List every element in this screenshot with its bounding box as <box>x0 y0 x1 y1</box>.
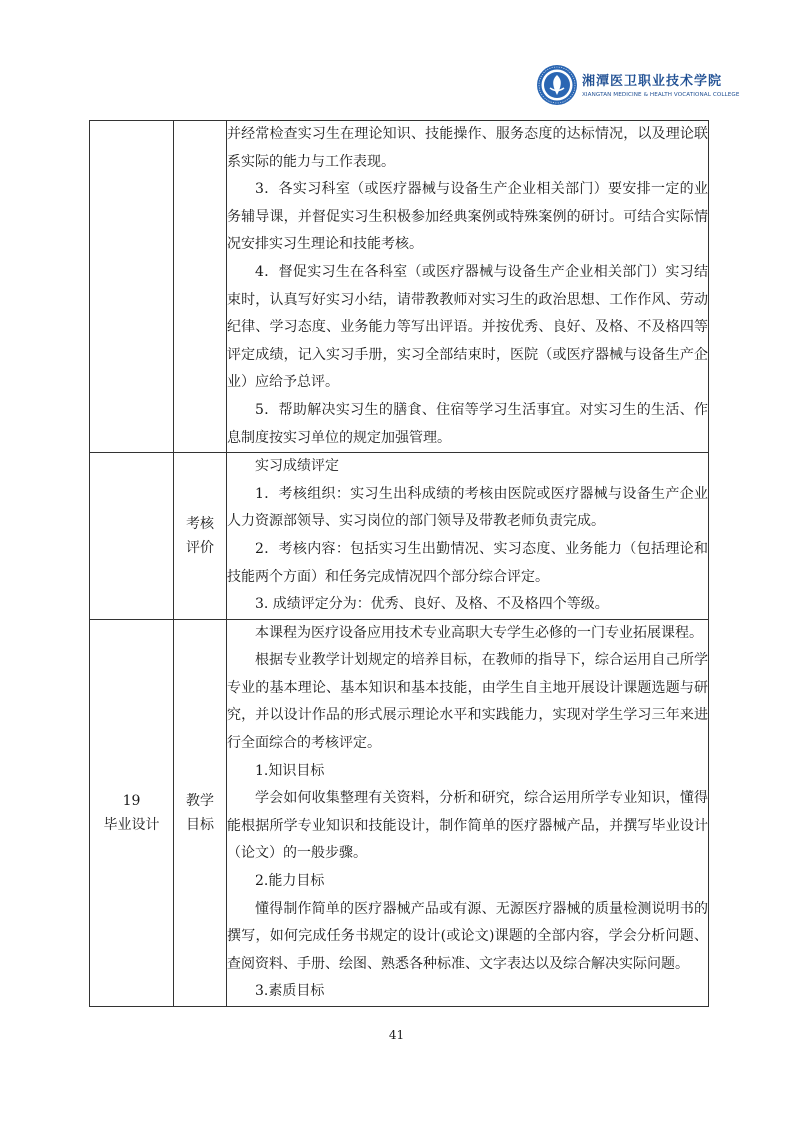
paragraph: 本课程为医疗设备应用技术专业高职大专学生必修的一门专业拓展课程。 <box>255 624 703 641</box>
paragraph: 3．各实习科室（或医疗器械与设备生产企业相关部门）要安排一定的业务辅导课，并督促实习生积极参加经典案例或特殊案例的研讨。可结合实际情况安排实习生理论和技能考核。 <box>227 181 708 253</box>
category-label-assessment <box>174 453 227 620</box>
paragraph: 3.素质目标 <box>255 983 325 1000</box>
content-cell <box>227 619 709 1006</box>
paragraph: 3. 成绩评定分为：优秀、良好、及格、不及格四个等级。 <box>255 596 609 613</box>
paragraph: 根据专业教学计划规定的培养目标，在教师的指导下，综合运用自己所学专业的基本理论、基本知识和基本技能，由学生自主地开展设计课题选题与研究，并以设计作品的形式展示理论水平和实践能力，实现对学生学习三年来进行全面综合的考核评定。 <box>227 652 708 752</box>
college-emblem-icon <box>536 64 578 106</box>
paragraph: 5．帮助解决实习生的膳食、住宿等学习生活事宜。对实习生的生活、作息制度按实习单位的规定加强管理。 <box>227 401 708 446</box>
page-number: 41 <box>388 1028 405 1042</box>
curriculum-table <box>89 120 709 1007</box>
course-number: 19 <box>122 792 141 809</box>
table-row-continuation <box>90 121 709 453</box>
table-row-assessment <box>90 453 709 620</box>
course-name: 毕业设计 <box>103 816 160 833</box>
label-line: 教学 <box>186 792 214 809</box>
paragraph: 2.能力目标 <box>255 873 325 890</box>
course-cell <box>90 619 174 1006</box>
paragraph: 并经常检查实习生在理论知识、技能操作、服务态度的达标情况，以及理论联系实际的能力与工作表现。 <box>227 126 708 170</box>
category-cell-empty <box>174 121 227 453</box>
logo-chinese-name: 湘潭医卫职业技术学院 <box>582 74 723 89</box>
paragraph: 1．考核组织：实习生出科成绩的考核由医院或医疗器械与设备生产企业人力资源部领导、实习岗位的部门领导及带教老师负责完成。 <box>227 485 708 530</box>
paragraph: 学会如何收集整理有关资料，分析和研究，综合运用所学专业知识，懂得能根据所学专业知识和技能设计，制作简单的医疗器械产品，并撰写毕业设计（论文）的一般步骤。 <box>227 790 708 862</box>
paragraph: 2．考核内容：包括实习生出勤情况、实习态度、业务能力（包括理论和技能两个方面）和任务完成情况四个部分综合评定。 <box>227 540 708 585</box>
college-logo <box>536 64 738 110</box>
table-row-course-19 <box>90 619 709 1006</box>
paragraph: 4．督促实习生在各科室（或医疗器械与设备生产企业相关部门）实习结束时，认真写好实习小结，请带教教师对实习生的政治思想、工作作风、劳动纪律、学习态度、业务能力等写出评语。并按优秀、良好、及格、不及格四等评定成绩，记入实习手册，实习全部结束时，医院（或医疗器械与设备生产企业）应给予总评。 <box>227 263 708 391</box>
paragraph: 实习成绩评定 <box>255 458 339 475</box>
label-line: 评价 <box>186 539 214 556</box>
label-line: 考核 <box>186 515 214 532</box>
paragraph: 1.知识目标 <box>255 762 325 779</box>
course-cell-empty <box>90 121 174 453</box>
category-label-objectives <box>174 619 227 1006</box>
content-cell <box>227 121 709 453</box>
paragraph: 懂得制作简单的医疗器械产品或有源、无源医疗器械的质量检测说明书的撰写，如何完成任务书规定的设计(或论文)课题的全部内容，学会分析问题、查阅资料、手册、绘图、熟悉各种标准、文字表达以及综合解决实际问题。 <box>227 900 708 972</box>
course-cell-empty <box>90 453 174 620</box>
label-line: 目标 <box>186 816 214 833</box>
logo-english-name: XIANGTAN MEDICINE & HEALTH VOCATIONAL COLLEGE <box>582 92 740 98</box>
content-cell <box>227 453 709 620</box>
